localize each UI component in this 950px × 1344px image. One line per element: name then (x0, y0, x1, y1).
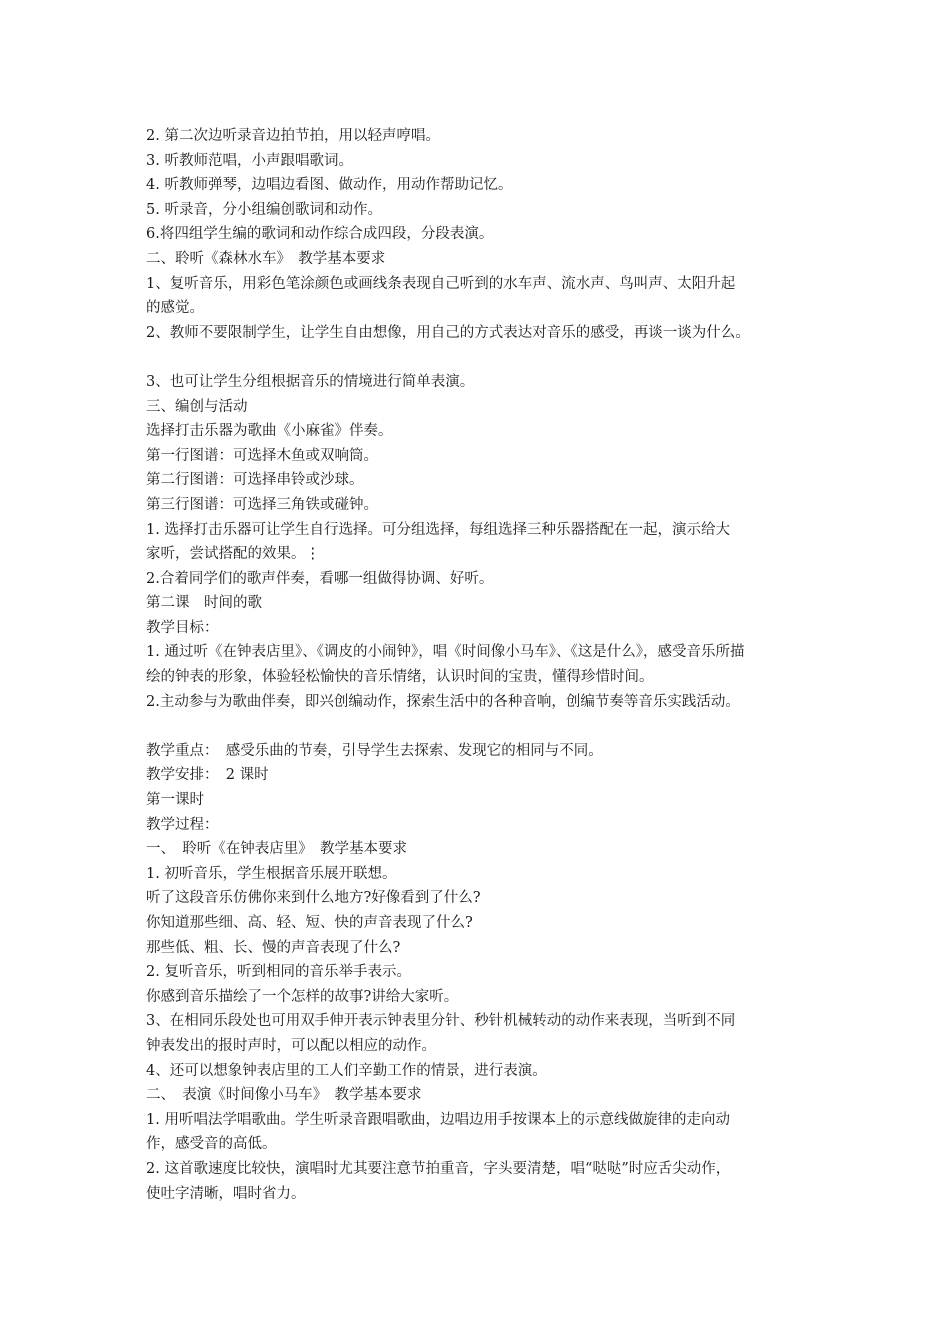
section-heading: 二、聆听《森林水车》 教学基本要求 (146, 250, 386, 267)
text-line: 的感觉。 (146, 300, 204, 317)
text-line: 作，感受音的高低。 (146, 1136, 277, 1153)
text-line: 教学重点： 感受乐曲的节奏，引导学生去探索、发现它的相同与不同。 (146, 742, 603, 759)
text-line: 6.将四组学生编的歌词和动作综合成四段，分段表演。 (146, 226, 494, 243)
text-line: 家听，尝试搭配的效果。⋮ (146, 546, 320, 563)
blank-line (146, 345, 826, 370)
text-line: 1. 选择打击乐器可让学生自行选择。可分组选择，每组选择三种乐器搭配在一起，演示给大 (146, 521, 730, 538)
blank-line (146, 714, 826, 739)
text-line: 4、还可以想象钟表店里的工人们辛勤工作的情景，进行表演。 (146, 1062, 547, 1079)
text-line: 钟表发出的报时声时，可以配以相应的动作。 (146, 1037, 436, 1054)
text-line: 2. 复听音乐，听到相同的音乐举手表示。 (146, 964, 411, 981)
text-line: 教学安排： 2 课时 (146, 767, 269, 784)
lesson-heading: 第二课 时间的歌 (146, 595, 262, 612)
text-line: 2. 第二次边听录音边拍节拍，用以轻声哼唱。 (146, 128, 440, 144)
text-line: 1. 用听唱法学唱歌曲。学生听录音跟唱歌曲，边唱边用手按课本上的示意线做旋律的走向动 (146, 1111, 730, 1128)
text-line: 第三行图谱：可选择三角铁或碰钟。 (146, 496, 378, 513)
text-line: 第二行图谱：可选择串铃或沙球。 (146, 472, 364, 489)
text-line: 2. 这首歌速度比较快，演唱时尤其要注意节拍重音，字头要清楚，唱“哒哒”时应舌尖动作， (146, 1160, 731, 1177)
text-line: 绘的钟表的形象，体验轻松愉快的音乐情绪，认识时间的宝贵，懂得珍惜时间。 (146, 669, 654, 686)
section-heading: 二、 表演《时间像小马车》 教学基本要求 (146, 1087, 422, 1104)
text-line: 1、复听音乐，用彩色笔涂颜色或画线条表现自己听到的水车声、流水声、鸟叫声、太阳升起 (146, 275, 736, 292)
text-line: 那些低、粗、长、慢的声音表现了什么? (146, 939, 401, 956)
text-line: 2、教师不要限制学生，让学生自由想像，用自己的方式表达对音乐的感受，再谈一谈为什么。 (146, 324, 750, 341)
text-line: 3、也可让学生分组根据音乐的情境进行简单表演。 (146, 373, 475, 390)
text-line: 第一行图谱：可选择木鱼或双响筒。 (146, 447, 378, 464)
text-line: 第一课时 (146, 792, 204, 809)
text-line: 2.合着同学们的歌声伴奏，看哪一组做得协调、好听。 (146, 570, 494, 587)
text-line: 听了这段音乐仿佛你来到什么地方?好像看到了什么? (146, 890, 481, 907)
section-heading: 三、编创与活动 (146, 398, 248, 415)
text-line: 教学目标： (146, 619, 219, 636)
text-line: 4. 听教师弹琴，边唱边看图、做动作，用动作帮助记忆。 (146, 177, 513, 194)
text-line: 2.主动参与为歌曲伴奏，即兴创编动作，探索生活中的各种音响，创编节奏等音乐实践活动。 (146, 693, 740, 710)
document-page (146, 124, 826, 1206)
text-line: 3. 听教师范唱，小声跟唱歌词。 (146, 152, 353, 169)
text-line: 5. 听录音，分小组编创歌词和动作。 (146, 201, 382, 218)
text-line: 1. 初听音乐，学生根据音乐展开联想。 (146, 865, 397, 882)
text-line: 使吐字清晰，唱时省力。 (146, 1185, 306, 1202)
text-line: 你知道那些细、高、轻、短、快的声音表现了什么? (146, 915, 473, 931)
text-line: 你感到音乐描绘了一个怎样的故事?讲给大家听。 (146, 988, 459, 1005)
text-line: 教学过程： (146, 816, 219, 833)
text-line: 1. 通过听《在钟表店里》、《调皮的小闹钟》，唱《时间像小马车》、《这是什么》，感受音乐所描 (146, 644, 745, 661)
section-heading: 一、 聆听《在钟表店里》 教学基本要求 (146, 841, 407, 858)
text-line: 3、在相同乐段处也可用双手伸开表示钟表里分针、秒针机械转动的动作来表现，当听到不同 (146, 1013, 736, 1030)
text-line: 选择打击乐器为歌曲《小麻雀》伴奏。 (146, 423, 393, 440)
